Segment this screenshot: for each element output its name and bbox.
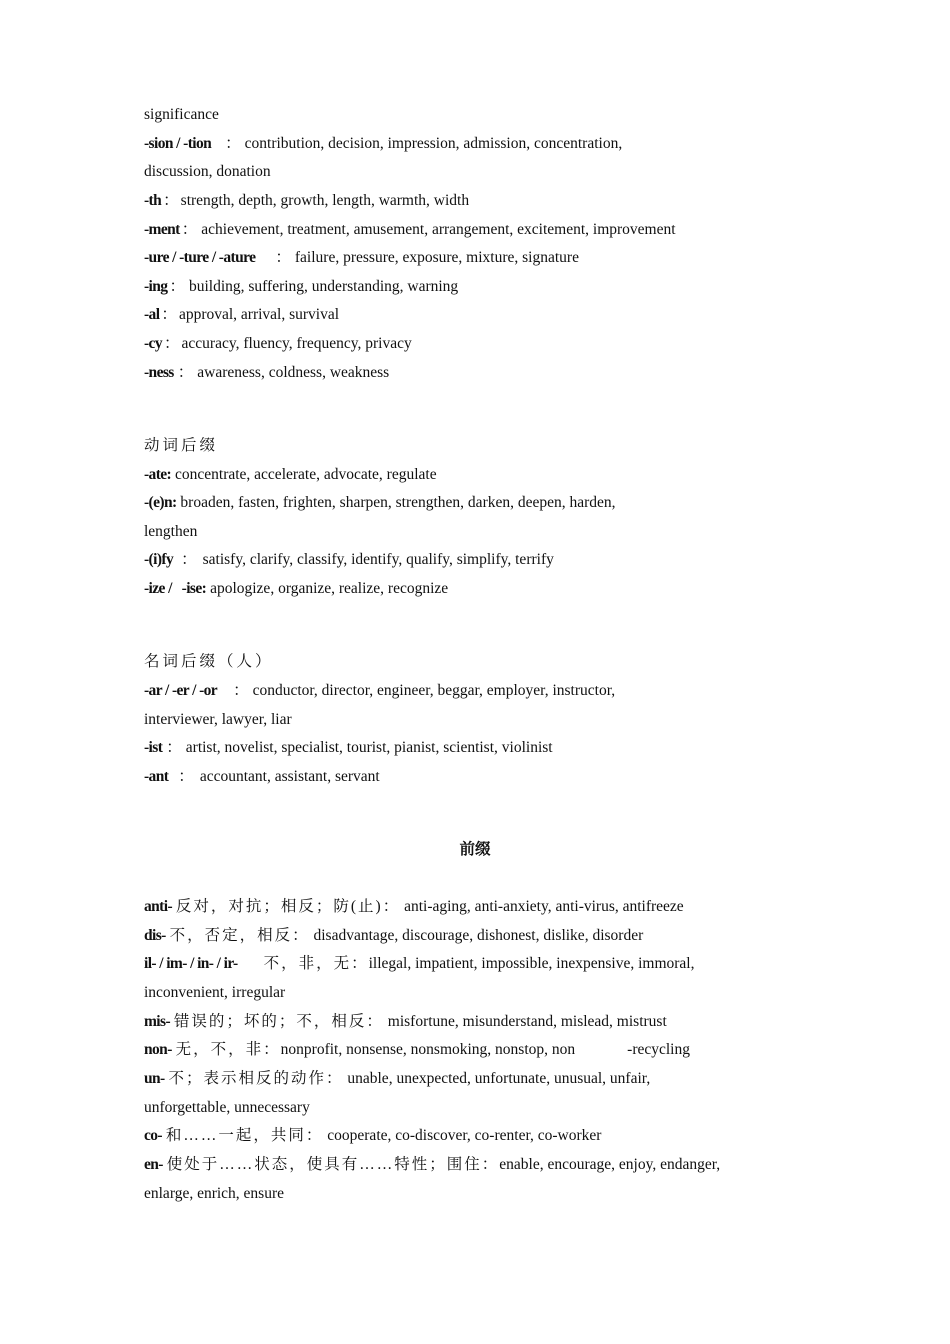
entry-words: enlarge, enrich, ensure [144,1185,285,1202]
entry-words: achievement, treatment, amusement, arrangement, excitement, improvement [201,221,676,238]
entry-ure-ture-ature [144,244,579,272]
prefix-meaning: 使处于……状态，使具有……特性；围住： [166,1156,500,1173]
prefix-term: non- [144,1041,172,1058]
entry-ant [144,763,380,791]
entry-continuation [144,158,271,186]
prefix-term: en- [144,1156,163,1173]
suffix-term: -sion / -tion [144,135,212,152]
suffix-term: -ist [144,739,163,756]
suffix-term: -ness [144,364,174,381]
entry-cy [144,330,412,358]
entry-co [144,1122,601,1150]
prefix-term: anti- [144,898,173,915]
entry-continuation [144,518,197,546]
entry-ment [144,216,676,244]
entry-words: interviewer, lawyer, liar [144,711,292,728]
section-heading-verb-suffixes: 动词后缀 [144,437,219,454]
separator: ： [166,739,182,756]
prefix-meaning: 反对，对抗；相反；防(止)： [175,898,401,915]
suffix-term: -(e)n: [144,494,177,511]
suffix-term: -ate: [144,466,172,483]
entry-words: cooperate, co-discover, co-renter, co-worker [327,1127,602,1144]
suffix-term: -cy [144,335,162,352]
entry-words: accuracy, fluency, frequency, privacy [181,335,412,352]
suffix-term: -ize / -ise: [144,580,207,597]
entry-ify [144,546,554,574]
entry-words: apologize, organize, realize, recognize [210,580,449,597]
entry-dis [144,922,643,950]
entry-words: broaden, fasten, frighten, sharpen, strengthen, darken, deepen, harden, [180,494,616,511]
separator: ： [233,682,249,699]
prefix-meaning: 和……一起，共同： [165,1127,324,1144]
entry-ness [144,359,389,387]
separator: ： [275,249,291,266]
prefix-meaning: 错误的；坏的；不，相反： [173,1013,384,1030]
suffix-term: -ment [144,221,180,238]
entry-words: conductor, director, engineer, beggar, employer, instructor, [252,682,616,699]
entry-mis [144,1008,667,1036]
entry-words: strength, depth, growth, length, warmth, width [180,192,470,209]
prefix-term: un- [144,1070,165,1087]
entry-words: contribution, decision, impression, admission, concentration, [244,135,623,152]
prefix-meaning: 不，非，无： [263,955,369,972]
entry-ist [144,734,553,762]
entry-sion-tion [144,130,622,158]
separator: ： [225,135,241,152]
separator: ： [161,306,177,323]
separator: ： [164,335,180,352]
prefix-meaning: 不；表示相反的动作： [168,1070,344,1087]
entry-words: failure, pressure, exposure, mixture, signature [294,249,579,266]
entry-en [144,489,616,517]
entry-words: approval, arrival, survival [178,306,340,323]
prefix-meaning: 不，否定，相反： [169,927,310,944]
entry-words: illegal, impatient, impossible, inexpensive, immoral, [368,955,695,972]
entry-words: concentrate, accelerate, advocate, regulate [175,466,437,483]
entry-words: enable, encourage, enjoy, endanger, [499,1156,721,1173]
suffix-term: -ant [144,768,169,785]
entry-ar-er-or [144,677,615,705]
suffix-term: -ure / -ture / -ature [144,249,256,266]
entry-words: lengthen [144,523,198,540]
entry-words: unable, unexpected, unfortunate, unusual, unfair, [347,1070,651,1087]
entry-continuation [144,706,292,734]
entry-words-tail: -recycling [627,1041,690,1058]
entry-words: building, suffering, understanding, warning [188,278,459,295]
suffix-term: -ar / -er / -or [144,682,218,699]
entry-words: misfortune, misunderstand, mislead, mistrust [387,1013,667,1030]
separator: ： [169,278,185,295]
suffix-term: -ing [144,278,168,295]
entry-words: awareness, coldness, weakness [197,364,390,381]
suffix-term: -al [144,306,160,323]
entry-words: discussion, donation [144,163,271,180]
prefix-term: dis- [144,927,166,944]
prefix-meaning: 无，不，非： [175,1041,281,1058]
entry-non [144,1036,690,1064]
entry-words: artist, novelist, specialist, tourist, pianist, scientist, violinist [185,739,553,756]
entry-en-prefix [144,1151,720,1179]
separator: ： [178,768,194,785]
separator: ： [181,221,198,238]
entry-words: nonprofit, nonsense, nonsmoking, nonstop, non [280,1041,576,1058]
separator: ： [181,551,197,568]
section-heading-prefixes: 前缀 [459,841,491,858]
entry-un [144,1065,650,1093]
entry-il-im-in-ir [144,950,694,978]
entry-al [144,301,339,329]
entry-continuation [144,979,285,1007]
suffix-term: -th [144,192,162,209]
prefix-term: co- [144,1127,162,1144]
entry-words: accountant, assistant, servant [199,768,380,785]
section-heading-person-suffixes: 名词后缀（人） [144,653,274,670]
suffix-term: -(i)fy [144,551,174,568]
prefix-term: mis- [144,1013,171,1030]
entry-ate [144,461,437,489]
entry-words: disadvantage, discourage, dishonest, dislike, disorder [313,927,644,944]
entry-continuation [144,101,219,129]
separator: ： [177,364,194,381]
entry-words: inconvenient, irregular [144,984,286,1001]
prefix-term: il- / im- / in- / ir- [144,955,238,972]
entry-words: anti-aging, anti-anxiety, anti-virus, antifreeze [404,898,684,915]
entry-th [144,187,469,215]
entry-words: satisfy, clarify, classify, identify, qualify, simplify, terrify [202,551,554,568]
entry-words: significance [144,106,219,123]
entry-continuation [144,1180,284,1208]
entry-ing [144,273,458,301]
entry-words: unforgettable, unnecessary [144,1099,310,1116]
entry-continuation [144,1094,310,1122]
entry-ize-ise [144,575,448,603]
entry-anti [144,893,684,921]
separator: ： [163,192,179,209]
